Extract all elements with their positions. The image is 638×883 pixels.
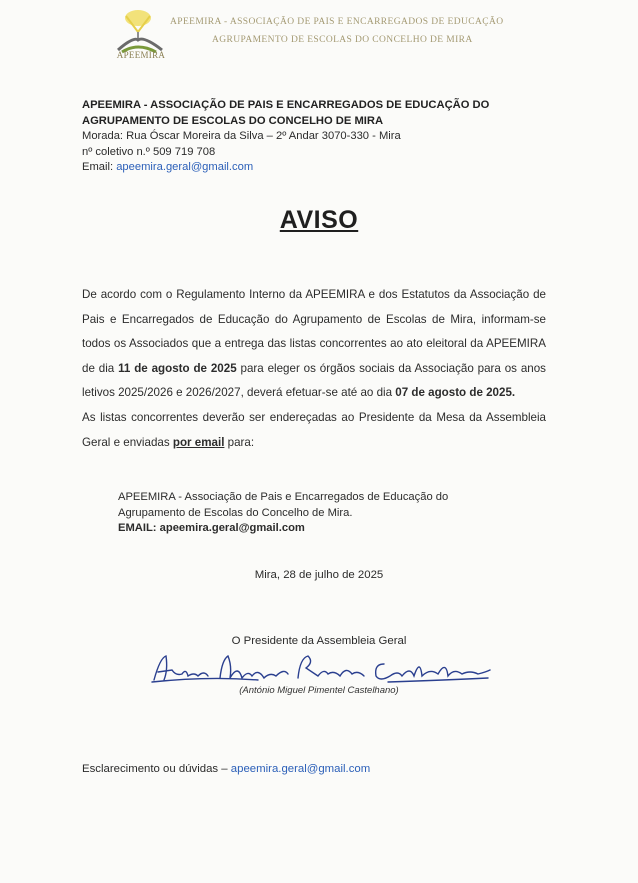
p2-text-b: para: [224, 435, 255, 449]
p1-text-a: De acordo com o Regulamento Interno da APEEMIRA e dos Estatutos da Associação de Pais e Encarregados de Educação do Agrupamento de Escolas de Mira, informam-se todos os Associados que a entrega das listas concorrentes ao ato eleitoral da APEEMIRA de dia [82, 288, 546, 375]
paragraph-1 [82, 283, 546, 406]
recipient-email-label: EMAIL: [118, 522, 160, 534]
footer-label: Esclarecimento ou dúvidas – [82, 763, 231, 775]
handwritten-signature [148, 650, 493, 690]
signatory-role: O Presidente da Assembleia Geral [231, 635, 407, 647]
recipient-line-1: APEEMIRA - Associação de Pais e Encarregados de Educação do [118, 491, 449, 503]
org-address: Morada: Rua Óscar Moreira da Silva – 2º Andar 3070-330 - Mira [82, 130, 401, 142]
recipient-email-row [118, 521, 478, 537]
org-name-line-1: APEEMIRA - ASSOCIAÇÃO DE PAIS E ENCARREGADOS DE EDUCAÇÃO DO [82, 99, 490, 111]
org-email-label: Email: [82, 161, 117, 173]
deadline-date: 07 de agosto de 2025. [395, 386, 516, 400]
footer-email-link[interactable]: apeemira.geral@gmail.com [230, 763, 371, 775]
recipient-address [118, 490, 478, 537]
p2-text-a: As listas concorrentes deverão ser endereçadas ao Presidente da Mesa da Assembleia Geral e enviadas [82, 410, 546, 449]
org-nif: nº coletivo n.º 509 719 708 [82, 145, 216, 158]
signatory-name: (António Miguel Pimentel Castelhano) [239, 685, 399, 696]
org-name-line-2: AGRUPAMENTO DE ESCOLAS DO CONCELHO DE MIRA [82, 114, 384, 127]
notice-body [82, 283, 546, 455]
letterhead-line-2: AGRUPAMENTO DE ESCOLAS DO CONCELHO DE MIRA [212, 35, 473, 45]
by-email-emphasis: por email [172, 435, 225, 449]
organisation-header [82, 98, 552, 176]
org-email-link[interactable]: apeemira.geral@gmail.com [116, 161, 254, 173]
logo-caption: APEEMIRA [116, 50, 166, 60]
p1-text-b: para eleger os órgãos sociais da Associação para os anos letivos 2025/2026 e 2026/2027, deverá efetuar-se até ao dia [82, 361, 546, 400]
recipient-email[interactable]: apeemira.geral@gmail.com [159, 522, 305, 534]
org-email-row [82, 160, 552, 176]
document-date: Mira, 28 de julho de 2025 [254, 569, 384, 581]
letterhead-line-1: APEEMIRA - ASSOCIAÇÃO DE PAIS E ENCARREGADOS DE EDUCAÇÃO [170, 17, 504, 27]
paragraph-2 [82, 406, 546, 455]
election-date: 11 de agosto de 2025 [118, 361, 237, 375]
footer-contact [82, 763, 370, 775]
page-title: AVISO [279, 206, 359, 234]
recipient-line-2: Agrupamento de Escolas do Concelho de Mira. [118, 506, 353, 519]
